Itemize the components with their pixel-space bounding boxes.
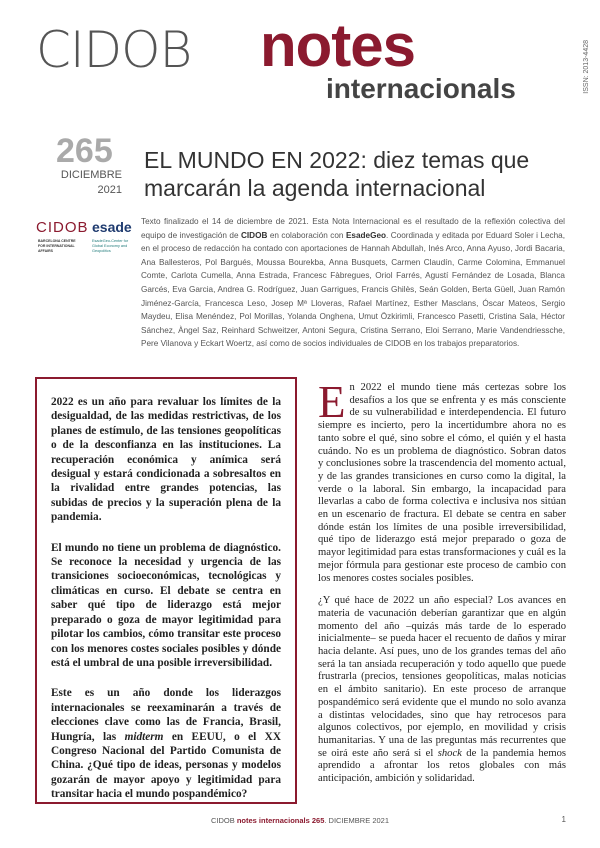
summary-text-3a: Este es un año donde los liderazgos internacionales se reexaminarán a través de elecciones clave como las de Francia, Brasil, Hungría, las [51,687,281,743]
issn: ISSN: 2013-4428 [583,40,590,94]
issue-month: DICIEMBRE [60,169,122,181]
footer [0,816,600,825]
issue-year: 2021 [97,184,122,196]
intro-paragraph [141,215,565,351]
esade-logo-subtitle: EsadeGeo-Center for Global Economy and Geopolitics [92,239,129,253]
summary-paragraph-1: 2022 es un año para revaluar los límites de la desigualdad, de las medidas restrictivas, de los planes de estímulo, de las tensiones geopolíticas o de la desconfianza en las instituciones. La recuperación económica y anímica será desigual y estará condicionada a sobresaltos en la rivalidad entre grandes potencias, las subidas de precios y la superación plena de la pandemia. [51,396,281,524]
intro-esadegeo: EsadeGeo [345,230,386,240]
body-paragraph-2 [318,595,566,786]
masthead-internacionals: internacionals [326,73,516,104]
footer-notes: notes internacionals 265 [236,816,325,825]
intro-text-3: . Coordinada y editada por Eduard Soler i Lecha, en el proceso de redacción ha contado con aportaciones de Hannah Abdullah, Inés Arco, Anna Ayuso, Jordi Bacaria, Ana Ballesteros, Pol Bargués, Moussa Bourekba, Anna Busquets, Carmen Claudín, Carme Colomina, Emmanuel Comte, Carlota Cumella, Anna Estrada, Francesc Fàbregues, Oriol Farrés, Agustí Fernández de Losada, Blanca Garcés, Eva Garcia, Andrea G. Rodríguez, Juan Garrigues, Francis Ghilès, Seán Golden, Berta Güell, Juan Ramón Jiménez-García, Francesca Leso, Josep Mª Lloveras, Rafael Martínez, Esther Masclans, Óscar Mateos, Sergio Maydeu, Elisa Menéndez, Pol Morillas, Yolanda Onghena, Umut Özkirimli, Francesco Pasetti, Cristina Sala, Héctor Sánchez, Àngel Saz, Reinhard Schweitzer, Antoni Segura, Cristina Serrano, Eloi Serrano, Marie Vandendriessche, Pere Vilanova y Eckart Woertz, así como de socios individuales de CIDOB en los trabajos preparatorios. [141,230,565,349]
cidob-logo-subtitle: BARCELONA CENTRE FOR INTERNATIONAL AFFAIRS [38,239,76,253]
footer-date: . DICIEMBRE 2021 [324,816,389,825]
summary-midterm: midterm [124,730,164,743]
issue-date [61,168,122,198]
intro-text-1: Texto finalizado el 14 de diciembre de 2021. Esta Nota Internacional es el resultado de la reflexión colectiva del equipo de investigación de [141,217,565,240]
drop-cap: E [318,377,346,427]
summary-text-3b: en EEUU, o el XX Congreso Nacional del Partido Comunista de China. ¿Qué tipo de ideas, personas y modelos gozarán de mayor apoyo y legitimidad para transitar hacia el mundo pospandémico? [51,730,281,801]
body-text-2b: de la pandemia hemos aprendido a afrontar los retos globales con más anticipación, ambición y solidaridad. [318,747,566,785]
summary-paragraph-2: El mundo no tiene un problema de diagnóstico. Se reconoce la necesidad y urgencia de las transiciones socioeconómicas, tecnológicas y climáticas en curso. El debate se centra en saber qué tipo de liderazgo está mejor preparado o goza de mayor legitimidad para pilotar los cambios, cómo transitar este proceso con los menores costes sociales posibles y dónde está el umbral de una posible irreversibilidad. [51,541,281,669]
masthead-notes: notes [260,12,416,79]
body-text-1: n 2022 el mundo tiene más certezas sobre los desafíos a los que se enfrenta y es más consciente de su vulnerabilidad e interdependencia. El futuro siempre es incierto, pero la incertidumbre ahora no es tanto sobre el qué, sino sobre el cómo, el quién y el hasta cuándo. No es un problema de diagnóstico. Sobran datos y conclusiones sobre la trascendencia del momento actual, y de las grandes transiciones en curso como la digital, la verde o la laboral. Sin embargo, la incapacidad para llevarlas a cabo de forma colectiva e inclusiva nos sitúan en un escenario de fractura. El debate se centra en saber dónde están los límites de una posible irreversibilidad, qué tipo de liderazgo está mejor preparado o goza de mayor legitimidad para estas transformaciones y cuál es la mejor fórmula para gestionar este proceso de cambio con los menores costes sociales posibles. [318,382,566,584]
intro-text-2: en colaboración con [267,230,346,240]
esade-logo: esade [92,219,132,235]
cidob-logo: CIDOB [36,219,89,236]
issue-number: 265 [56,132,113,170]
summary-box [35,377,297,804]
page-number: 1 [561,815,566,824]
body-text-2a: ¿Y qué hace de 2022 un año especial? Los avances en materia de vacunación deberían garantizar que en algún momento del año –quizás más tarde de lo esperado inicialmente– se pueda hacer el recuento de daños y mirar hacia delante. Así pues, uno de los grandes temas del año será la tan ansiada recuperación y todo aquello que puede frustrarla (precios, tensiones geopolíticas, malas noticias en el ámbito sanitario). En este proceso de arranque pospandémico será evidente que el mundo no solo avanza a distintas velocidades, sino que hay retrocesos para algunos colectivos, por ejemplo, en movilidad y crisis humanitarias. Y una de las preguntas más recurrentes que se oirá este año será si el [318,595,566,759]
summary-paragraph-3 [51,686,281,801]
body-column [318,377,566,796]
body-paragraph-1 [318,377,566,585]
body-shock: shock [437,747,462,759]
page-title: EL MUNDO EN 2022: diez temas que marcarán la agenda internacional [144,147,530,201]
footer-cidob: CIDOB [211,816,237,825]
masthead-cidob: CIDOB [36,21,192,79]
intro-cidob: CIDOB [240,230,268,240]
